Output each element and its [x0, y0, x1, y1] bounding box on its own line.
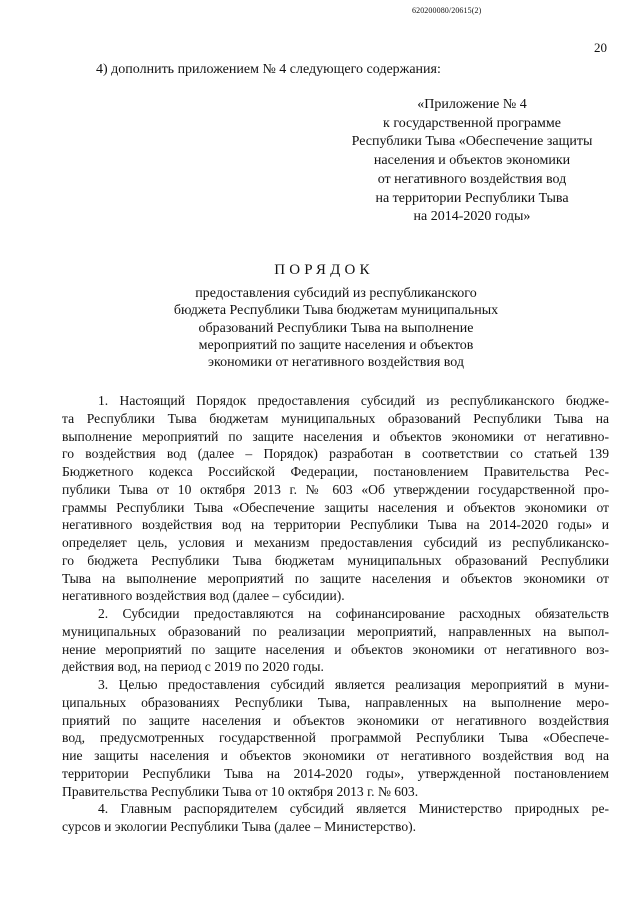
paragraph-line: го бюджета Республики Тыва бюджетам муниципальных образований Республики — [62, 552, 609, 568]
page-number: 20 — [594, 40, 607, 55]
order-subtitle — [0, 285, 640, 371]
order-title: ПОРЯДОК — [274, 262, 374, 278]
paragraph-3 — [62, 676, 609, 800]
paragraph-line: 1. Настоящий Порядок предоставления субсидий из республиканского бюдже- — [98, 393, 609, 408]
appendix-heading-line: от негативного воздействия вод — [377, 171, 567, 187]
paragraph-line: ципальных образованиях Республики Тыва, направленных на выполнение меро- — [62, 694, 609, 710]
paragraph-line: 2. Субсидии предоставляются на софинансирование расходных обязательств — [98, 606, 609, 621]
paragraph-line: сурсов и экологии Республики Тыва (далее – Министерство). — [62, 819, 417, 834]
order-subtitle-line: предоставления субсидий из республиканского — [195, 286, 477, 301]
document-id: 620200080/20615(2) — [412, 6, 482, 15]
paragraph-line: публики Тыва от 10 октября 2013 г. № 603 «Об утверждении государственной про- — [62, 481, 609, 497]
paragraph-line: муниципальных образований по реализации мероприятий, направленных на выпол- — [62, 623, 609, 639]
paragraph-line: граммы Республики Тыва «Обеспечение защиты населения и объектов экономики от — [62, 499, 609, 515]
paragraph-line: действия вод, на период с 2019 по 2020 годы. — [62, 659, 324, 675]
paragraph-line: Тыва на выполнение мероприятий по защите населения и объектов экономики от — [62, 570, 609, 586]
amendment-instruction: 4) дополнить приложением № 4 следующего содержания: — [96, 62, 441, 77]
order-subtitle-line: образований Республики Тыва на выполнение — [198, 320, 474, 336]
paragraph-line: нение мероприятий по защите населения и объектов экономики от негативного воз- — [62, 641, 609, 657]
paragraph-line: вод, предусмотренных государственной программой Республики Тыва «Обеспече- — [62, 730, 609, 746]
appendix-heading-line: «Приложение № 4 — [417, 97, 527, 112]
paragraph-line: территории Республики Тыва на 2014-2020 годы», утвержденной постановлением — [62, 765, 609, 781]
appendix-heading-line: Республики Тыва «Обеспечение защиты — [351, 134, 593, 150]
appendix-heading-line: на 2014-2020 годы» — [413, 209, 531, 225]
paragraph-line: та Республики Тыва бюджетам муниципальных образований Республики Тыва на — [62, 410, 609, 426]
order-subtitle-line: экономики от негативного воздействия вод — [207, 355, 465, 371]
paragraph-line: определяет цель, условия и механизм предоставления субсидий из республиканско- — [62, 535, 609, 550]
appendix-heading-line: населения и объектов экономики — [373, 153, 571, 169]
appendix-heading-line: на территории Республики Тыва — [375, 190, 569, 206]
paragraph-line: негативного воздействия вод (далее – субсидии). — [62, 588, 345, 604]
paragraph-line: Бюджетного кодекса Российской Федерации, постановлением Правительства Рес- — [62, 464, 609, 479]
paragraph-line: 3. Целью предоставления субсидий является реализация мероприятий в муни- — [98, 677, 609, 692]
paragraph-1 — [62, 392, 609, 605]
paragraph-2 — [62, 605, 609, 676]
paragraph-line: негативного воздействия вод на территории Республики Тыва на 2014-2020 годы» и — [62, 517, 609, 533]
paragraph-line: выполнение мероприятий по защите населения и объектов экономики от негативно- — [62, 428, 609, 444]
order-subtitle-line: мероприятий по защите населения и объектов — [198, 337, 474, 353]
appendix-heading-line: к государственной программе — [383, 115, 561, 131]
paragraph-line: приятий по защите населения и объектов экономики от негативного воздействия — [62, 712, 609, 728]
paragraph-4 — [62, 800, 609, 836]
paragraph-line: Правительства Республики Тыва от 10 октября 2013 г. № 603. — [62, 783, 419, 799]
paragraph-line: ние защиты населения и объектов экономики от негативного воздействия вод на — [62, 748, 609, 763]
order-subtitle-line: бюджета Республики Тыва бюджетам муниципальных — [173, 303, 499, 319]
order-body — [62, 392, 609, 836]
paragraph-line: го воздействия вод (далее – Порядок) разработан в соответствии со статьей 139 — [62, 446, 609, 462]
paragraph-line: 4. Главным распорядителем субсидий является Министерство природных ре- — [98, 801, 609, 817]
appendix-heading — [334, 96, 610, 227]
